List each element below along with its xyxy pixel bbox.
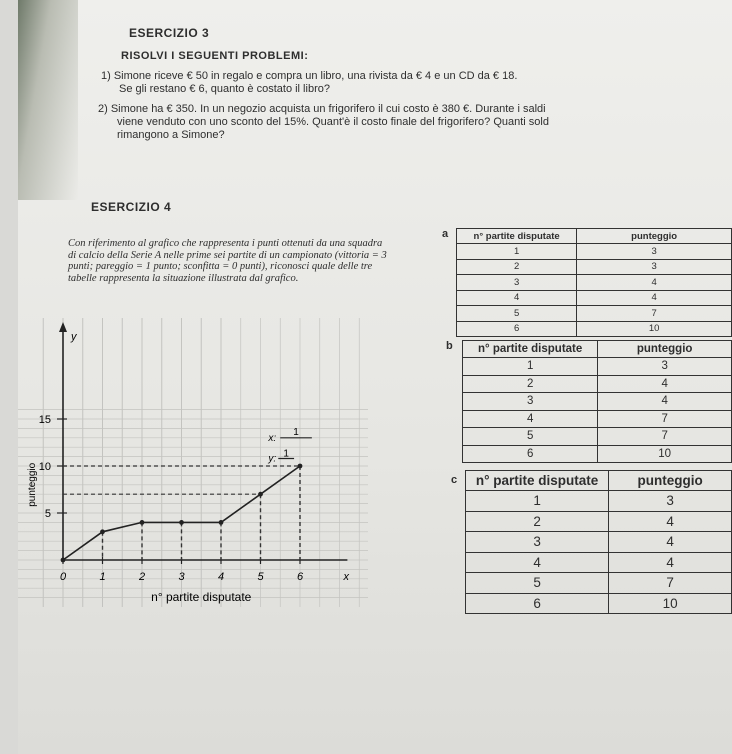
header-matches: n° partite disputate xyxy=(457,229,577,244)
table-row xyxy=(466,552,732,573)
cell-match-number: 2 xyxy=(466,511,609,532)
cell-match-number: 4 xyxy=(457,290,577,306)
cell-points: 7 xyxy=(598,410,732,428)
cell-match-number: 1 xyxy=(466,491,609,512)
table-row xyxy=(457,290,732,306)
legend-x-label: x: xyxy=(268,432,277,444)
legend-y-label: y: xyxy=(268,453,277,465)
cell-points: 4 xyxy=(609,511,732,532)
cell-match-number: 6 xyxy=(466,593,609,614)
x-axis-label: n° partite disputate xyxy=(151,590,252,604)
cell-match-number: 4 xyxy=(463,410,598,428)
x-axis-letter: x xyxy=(343,571,349,583)
table-row xyxy=(463,410,732,428)
cell-points: 10 xyxy=(609,593,732,614)
cell-points: 4 xyxy=(609,532,732,553)
table-a xyxy=(456,228,732,337)
cell-points: 3 xyxy=(577,244,732,260)
legend-x-value: 1 xyxy=(293,426,299,438)
cell-points: 10 xyxy=(577,321,732,337)
cell-points: 10 xyxy=(598,445,732,463)
problem-2-line-2: viene venduto con uno sconto del 15%. Quant'è il costo finale del frigorifero? Quanti sold xyxy=(117,116,549,128)
page-edge-shadow xyxy=(18,0,78,200)
y-axis-label: punteggio xyxy=(27,462,38,507)
x-tick-label: 0 xyxy=(59,571,67,583)
cell-match-number: 2 xyxy=(463,375,598,393)
points-graph xyxy=(18,312,378,612)
table-row xyxy=(463,375,732,393)
y-tick-label: 15 xyxy=(38,414,51,426)
cell-points: 7 xyxy=(609,573,732,594)
cell-points: 7 xyxy=(598,428,732,446)
exercise-3-title: ESERCIZIO 3 xyxy=(129,26,210,40)
cell-match-number: 5 xyxy=(466,573,609,594)
cell-points: 4 xyxy=(577,275,732,291)
cell-match-number: 6 xyxy=(463,445,598,463)
cell-points: 3 xyxy=(598,358,732,376)
table-row xyxy=(466,573,732,594)
y-axis-arrow xyxy=(59,322,67,332)
exercise-3-subtitle: RISOLVI I SEGUENTI PROBLEMI: xyxy=(121,50,309,62)
header-points: punteggio xyxy=(609,471,732,491)
x-tick-label: 4 xyxy=(217,571,225,583)
header-points: punteggio xyxy=(577,229,732,244)
cell-points: 3 xyxy=(577,259,732,275)
table-row xyxy=(466,491,732,512)
problem-1-line-1: 1) Simone riceve € 50 in regalo e compra un libro, una rivista da € 4 e un CD da € 18. xyxy=(101,70,518,82)
table-row xyxy=(457,275,732,291)
table-header-row xyxy=(466,471,732,491)
cell-match-number: 6 xyxy=(457,321,577,337)
cell-points: 4 xyxy=(609,552,732,573)
cell-match-number: 3 xyxy=(466,532,609,553)
data-point xyxy=(100,529,105,534)
cell-match-number: 3 xyxy=(457,275,577,291)
x-tick-label: 3 xyxy=(178,571,185,583)
data-point xyxy=(258,492,263,497)
cell-match-number: 5 xyxy=(457,306,577,322)
header-matches: n° partite disputate xyxy=(463,341,598,358)
table-label-a: a xyxy=(442,228,449,240)
table-row xyxy=(457,259,732,275)
cell-match-number: 2 xyxy=(457,259,577,275)
x-tick-label: 6 xyxy=(296,571,304,583)
table-row xyxy=(463,445,732,463)
y-tick-label: 10 xyxy=(38,461,51,473)
cell-points: 4 xyxy=(598,375,732,393)
table-row xyxy=(457,306,732,322)
table-row xyxy=(463,358,732,376)
table-label-b: b xyxy=(446,340,453,352)
cell-match-number: 4 xyxy=(466,552,609,573)
problem-2-line-3: rimangono a Simone? xyxy=(117,129,225,141)
cell-points: 4 xyxy=(577,290,732,306)
cell-match-number: 3 xyxy=(463,393,598,411)
table-row xyxy=(463,393,732,411)
data-point xyxy=(298,464,303,469)
cell-points: 7 xyxy=(577,306,732,322)
data-point xyxy=(219,520,224,525)
table-row xyxy=(457,244,732,260)
cell-points: 4 xyxy=(598,393,732,411)
problem-2-line-1: 2) Simone ha € 350. In un negozio acquista un frigorifero il cui costo è 380 €. Durante i saldi xyxy=(98,103,546,115)
exercise-4-intro: Con riferimento al grafico che rappresenta i punti ottenuti da una squadra di calcio della Serie A nelle prime sei partite di un campionato (vittoria = 3 punti; pareggio = 1 punto; sconfitta = 0 punti), riconosci quale delle tre tabelle rappresenta la situazione illustrata dal grafico. xyxy=(68,238,387,284)
table-row xyxy=(463,428,732,446)
problem-1-line-2: Se gli restano € 6, quanto è costato il libro? xyxy=(119,83,330,95)
y-tick-label: 5 xyxy=(44,508,51,520)
cell-match-number: 1 xyxy=(463,358,598,376)
worksheet-page xyxy=(18,0,732,754)
table-row xyxy=(466,511,732,532)
table-label-c: c xyxy=(451,474,458,486)
exercise-4-title: ESERCIZIO 4 xyxy=(91,200,172,214)
data-point xyxy=(61,558,66,563)
table-row xyxy=(466,593,732,614)
x-tick-label: 5 xyxy=(257,571,264,583)
header-points: punteggio xyxy=(598,341,732,358)
cell-match-number: 5 xyxy=(463,428,598,446)
y-axis-letter: y xyxy=(71,331,77,343)
table-header-row xyxy=(457,229,732,244)
table-row xyxy=(457,321,732,337)
header-matches: n° partite disputate xyxy=(466,471,609,491)
legend-y-value: 1 xyxy=(283,448,289,460)
data-point xyxy=(179,520,184,525)
x-tick-label: 1 xyxy=(99,571,106,583)
table-header-row xyxy=(463,341,732,358)
table-b xyxy=(462,340,732,463)
cell-points: 3 xyxy=(609,491,732,512)
x-tick-label: 2 xyxy=(138,571,146,583)
table-c xyxy=(465,470,732,614)
cell-match-number: 1 xyxy=(457,244,577,260)
table-row xyxy=(466,532,732,553)
data-point xyxy=(140,520,145,525)
